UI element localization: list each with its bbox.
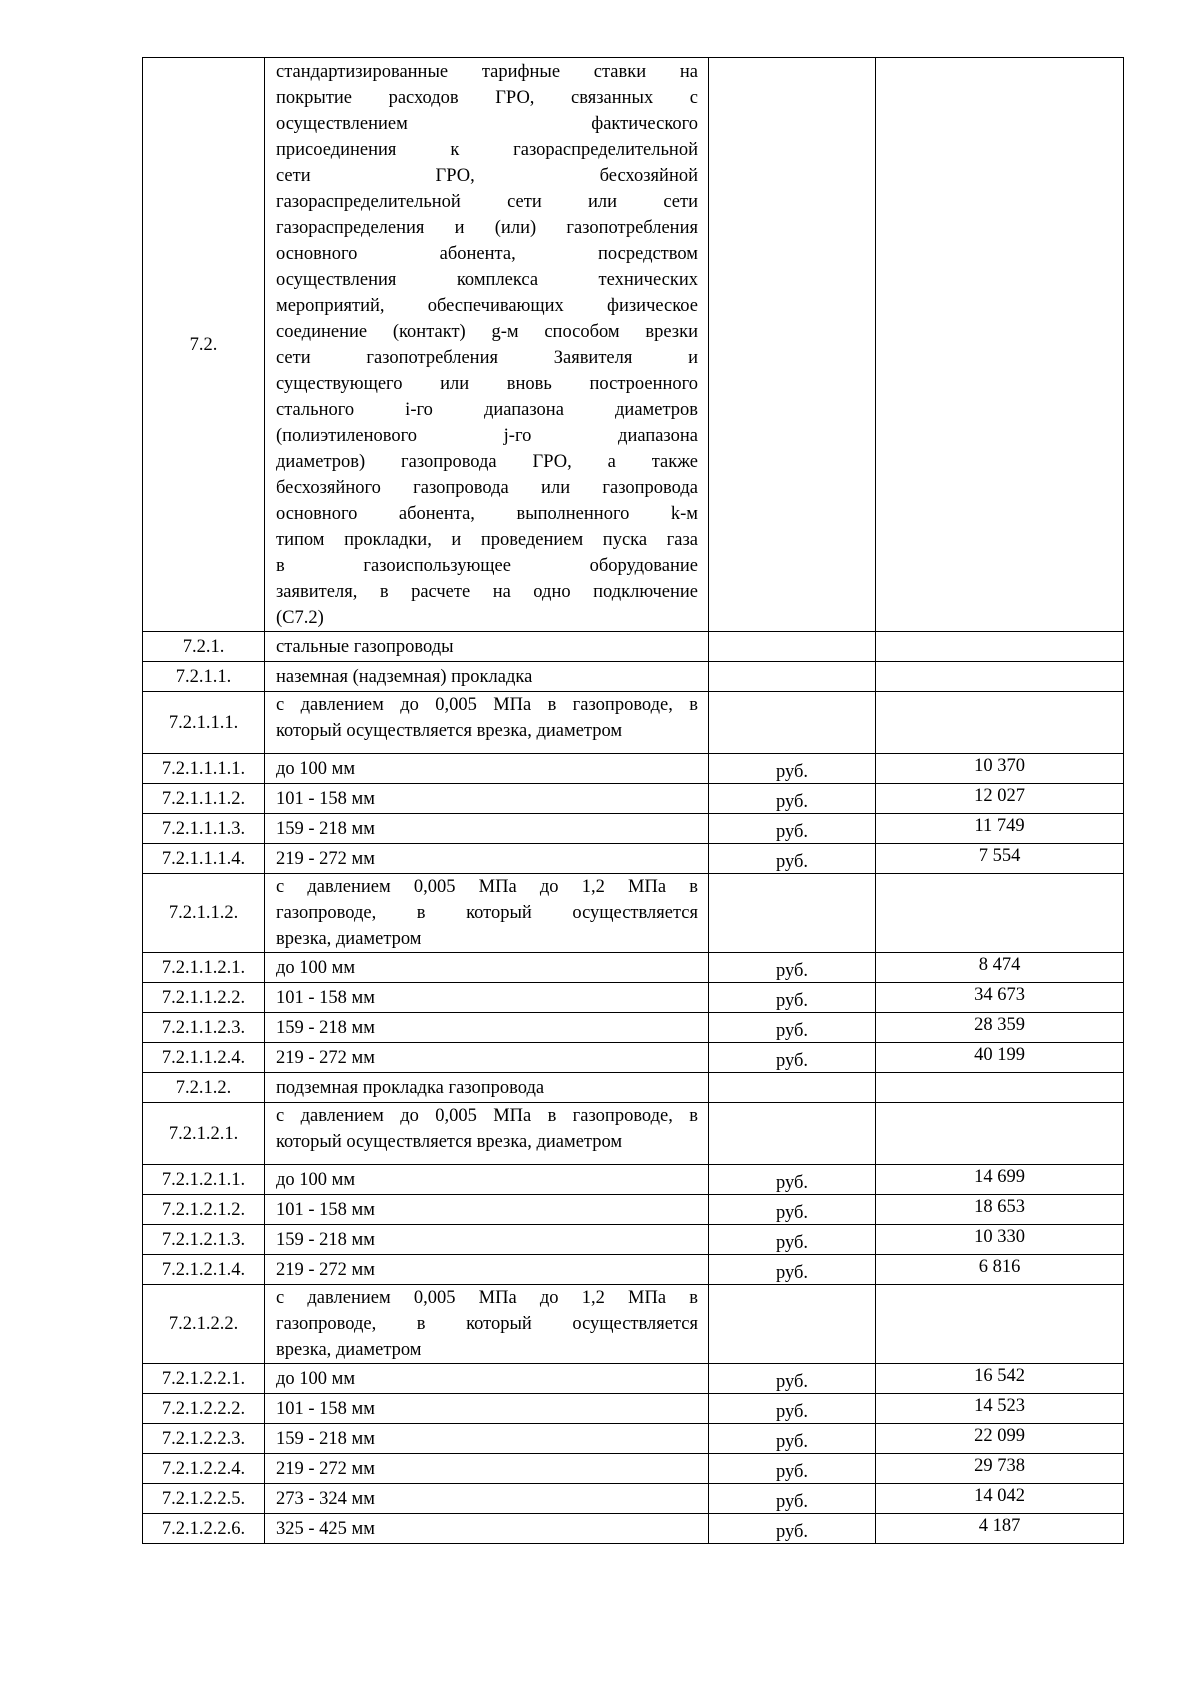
description-line: врезка, диаметром bbox=[276, 929, 422, 949]
description-line: 159 - 218 мм bbox=[276, 818, 375, 839]
row-value: 29 738 bbox=[876, 1454, 1124, 1484]
table-row bbox=[143, 1514, 1124, 1544]
row-number: 7.2.1.1.1.4. bbox=[143, 844, 265, 874]
row-number: 7.2.1.2.2.6. bbox=[143, 1514, 265, 1544]
description-line: 219 - 272 мм bbox=[276, 848, 375, 869]
row-number: 7.2.1.2.1.1. bbox=[143, 1165, 265, 1195]
description-line: стального i-го диапазона диаметров bbox=[276, 400, 698, 420]
table-row bbox=[143, 1225, 1124, 1255]
description-line: мероприятий, обеспечивающих физическое bbox=[276, 296, 698, 316]
table-row bbox=[143, 692, 1124, 754]
row-description bbox=[265, 1454, 709, 1484]
row-number: 7.2.1.2.2.5. bbox=[143, 1484, 265, 1514]
row-value: 14 699 bbox=[876, 1165, 1124, 1195]
description-line: диаметров) газопровода ГРО, а также bbox=[276, 452, 698, 472]
description-line: 159 - 218 мм bbox=[276, 1428, 375, 1449]
row-description bbox=[265, 1514, 709, 1544]
row-description bbox=[265, 1165, 709, 1195]
row-value: 14 042 bbox=[876, 1484, 1124, 1514]
row-unit: руб. bbox=[709, 1394, 876, 1424]
description-line: основного абонента, выполненного k-м bbox=[276, 504, 698, 524]
row-unit: руб. bbox=[709, 1165, 876, 1195]
description-line: 101 - 158 мм bbox=[276, 788, 375, 809]
row-value: 12 027 bbox=[876, 784, 1124, 814]
table-row bbox=[143, 1484, 1124, 1514]
description-line: с давлением до 0,005 МПа в газопроводе, в bbox=[276, 1106, 698, 1126]
description-line: стандартизированные тарифные ставки на bbox=[276, 62, 698, 82]
description-line: (полиэтиленового j-го диапазона bbox=[276, 426, 698, 446]
row-description bbox=[265, 58, 709, 632]
row-value: 6 816 bbox=[876, 1255, 1124, 1285]
row-value bbox=[876, 692, 1124, 754]
description-line: соединение (контакт) g-м способом врезки bbox=[276, 322, 698, 342]
row-number: 7.2. bbox=[143, 58, 265, 632]
table-row bbox=[143, 1043, 1124, 1073]
description-line: осуществления комплекса технических bbox=[276, 270, 698, 290]
description-line: с давлением 0,005 МПа до 1,2 МПа в bbox=[276, 877, 698, 897]
description-line: газопроводе, в который осуществляется bbox=[276, 903, 698, 923]
row-value: 8 474 bbox=[876, 953, 1124, 983]
table-row bbox=[143, 1103, 1124, 1165]
row-unit bbox=[709, 58, 876, 632]
row-number: 7.2.1.1. bbox=[143, 662, 265, 692]
description-line: газопроводе, в который осуществляется bbox=[276, 1314, 698, 1334]
table-row bbox=[143, 784, 1124, 814]
row-description bbox=[265, 1255, 709, 1285]
row-unit: руб. bbox=[709, 784, 876, 814]
description-line: 101 - 158 мм bbox=[276, 987, 375, 1008]
row-unit bbox=[709, 632, 876, 662]
description-line: существующего или вновь построенного bbox=[276, 374, 698, 394]
table-row bbox=[143, 874, 1124, 953]
row-description bbox=[265, 1484, 709, 1514]
description-line: осуществлением фактического bbox=[276, 114, 698, 134]
table-row bbox=[143, 662, 1124, 692]
table-row bbox=[143, 1073, 1124, 1103]
table-row bbox=[143, 1195, 1124, 1225]
row-number: 7.2.1.1.2.1. bbox=[143, 953, 265, 983]
table-row bbox=[143, 1454, 1124, 1484]
description-line: присоединения к газораспределительной bbox=[276, 140, 698, 160]
table-row bbox=[143, 1424, 1124, 1454]
description-line: 159 - 218 мм bbox=[276, 1017, 375, 1038]
row-unit: руб. bbox=[709, 1195, 876, 1225]
description-line: до 100 мм bbox=[276, 1169, 356, 1190]
row-value: 10 370 bbox=[876, 754, 1124, 784]
row-description bbox=[265, 1043, 709, 1073]
row-number: 7.2.1.2.1.4. bbox=[143, 1255, 265, 1285]
table-row bbox=[143, 1394, 1124, 1424]
row-description bbox=[265, 632, 709, 662]
row-unit: руб. bbox=[709, 953, 876, 983]
row-description bbox=[265, 692, 709, 754]
description-line: основного абонента, посредством bbox=[276, 244, 698, 264]
row-description bbox=[265, 953, 709, 983]
row-description bbox=[265, 1285, 709, 1364]
row-description bbox=[265, 1225, 709, 1255]
table-row bbox=[143, 953, 1124, 983]
row-unit bbox=[709, 1073, 876, 1103]
description-line: подземная прокладка газопровода bbox=[276, 1077, 545, 1098]
table-row bbox=[143, 1013, 1124, 1043]
row-unit: руб. bbox=[709, 983, 876, 1013]
row-description bbox=[265, 662, 709, 692]
description-line: 325 - 425 мм bbox=[276, 1518, 375, 1539]
row-description bbox=[265, 844, 709, 874]
row-number: 7.2.1.2.2.1. bbox=[143, 1364, 265, 1394]
description-line: сети газопотребления Заявителя и bbox=[276, 348, 698, 368]
row-unit: руб. bbox=[709, 814, 876, 844]
table-row bbox=[143, 1364, 1124, 1394]
description-line: покрытие расходов ГРО, связанных с bbox=[276, 88, 698, 108]
description-line: 273 - 324 мм bbox=[276, 1488, 375, 1509]
row-number: 7.2.1.2.2.3. bbox=[143, 1424, 265, 1454]
row-unit: руб. bbox=[709, 1454, 876, 1484]
row-description bbox=[265, 1424, 709, 1454]
row-description bbox=[265, 814, 709, 844]
row-number: 7.2.1.2.1. bbox=[143, 1103, 265, 1165]
row-number: 7.2.1.2.2.2. bbox=[143, 1394, 265, 1424]
description-line: с давлением до 0,005 МПа в газопроводе, в bbox=[276, 695, 698, 715]
row-unit: руб. bbox=[709, 1484, 876, 1514]
description-line: до 100 мм bbox=[276, 957, 356, 978]
row-unit bbox=[709, 662, 876, 692]
row-unit: руб. bbox=[709, 1255, 876, 1285]
row-value: 7 554 bbox=[876, 844, 1124, 874]
description-line: 159 - 218 мм bbox=[276, 1229, 375, 1250]
row-unit: руб. bbox=[709, 1225, 876, 1255]
row-number: 7.2.1.2.2.4. bbox=[143, 1454, 265, 1484]
description-line: врезка, диаметром bbox=[276, 1340, 422, 1360]
row-description bbox=[265, 874, 709, 953]
row-unit bbox=[709, 874, 876, 953]
tariff-table-body bbox=[143, 58, 1124, 1544]
row-value bbox=[876, 58, 1124, 632]
row-value bbox=[876, 632, 1124, 662]
table-row bbox=[143, 844, 1124, 874]
description-line: 101 - 158 мм bbox=[276, 1199, 375, 1220]
row-description bbox=[265, 1364, 709, 1394]
row-value: 4 187 bbox=[876, 1514, 1124, 1544]
table-row-7-2 bbox=[143, 58, 1124, 632]
row-unit bbox=[709, 692, 876, 754]
row-value: 28 359 bbox=[876, 1013, 1124, 1043]
row-value: 14 523 bbox=[876, 1394, 1124, 1424]
row-unit: руб. bbox=[709, 1364, 876, 1394]
row-number: 7.2.1.1.2. bbox=[143, 874, 265, 953]
row-unit: руб. bbox=[709, 1514, 876, 1544]
row-unit bbox=[709, 1103, 876, 1165]
row-number: 7.2.1.2.1.2. bbox=[143, 1195, 265, 1225]
row-number: 7.2.1.1.2.2. bbox=[143, 983, 265, 1013]
description-line: (С7.2) bbox=[276, 608, 324, 628]
row-number: 7.2.1.2.1.3. bbox=[143, 1225, 265, 1255]
description-line: газораспределительной сети или сети bbox=[276, 192, 698, 212]
row-value bbox=[876, 1285, 1124, 1364]
table-row bbox=[143, 1165, 1124, 1195]
row-description bbox=[265, 1103, 709, 1165]
row-description bbox=[265, 1073, 709, 1103]
description-line: 101 - 158 мм bbox=[276, 1398, 375, 1419]
row-description bbox=[265, 1013, 709, 1043]
table-row bbox=[143, 814, 1124, 844]
row-number: 7.2.1.2. bbox=[143, 1073, 265, 1103]
row-number: 7.2.1.1.2.4. bbox=[143, 1043, 265, 1073]
description-line: стальные газопроводы bbox=[276, 636, 454, 657]
tariff-table bbox=[142, 57, 1124, 1544]
table-row bbox=[143, 632, 1124, 662]
description-line: который осуществляется врезка, диаметром bbox=[276, 1132, 623, 1152]
row-number: 7.2.1.1.1.3. bbox=[143, 814, 265, 844]
description-line: наземная (надземная) прокладка bbox=[276, 666, 533, 687]
row-unit: руб. bbox=[709, 844, 876, 874]
row-value: 11 749 bbox=[876, 814, 1124, 844]
row-description bbox=[265, 1394, 709, 1424]
row-number: 7.2.1.1.2.3. bbox=[143, 1013, 265, 1043]
row-value: 34 673 bbox=[876, 983, 1124, 1013]
description-line: газораспределения и (или) газопотребления bbox=[276, 218, 698, 238]
description-line: бесхозяйного газопровода или газопровода bbox=[276, 478, 698, 498]
table-row bbox=[143, 1255, 1124, 1285]
row-unit: руб. bbox=[709, 754, 876, 784]
row-number: 7.2.1.1.1. bbox=[143, 692, 265, 754]
row-number: 7.2.1.2.2. bbox=[143, 1285, 265, 1364]
row-unit: руб. bbox=[709, 1013, 876, 1043]
row-description bbox=[265, 784, 709, 814]
row-number: 7.2.1. bbox=[143, 632, 265, 662]
description-line: сети ГРО, бесхозяйной bbox=[276, 166, 698, 186]
row-description bbox=[265, 1195, 709, 1225]
row-value: 22 099 bbox=[876, 1424, 1124, 1454]
table-row bbox=[143, 1285, 1124, 1364]
row-value bbox=[876, 1073, 1124, 1103]
row-value: 18 653 bbox=[876, 1195, 1124, 1225]
row-value bbox=[876, 1103, 1124, 1165]
description-line: с давлением 0,005 МПа до 1,2 МПа в bbox=[276, 1288, 698, 1308]
row-value: 16 542 bbox=[876, 1364, 1124, 1394]
description-line: до 100 мм bbox=[276, 758, 356, 779]
description-line: заявителя, в расчете на одно подключение bbox=[276, 582, 698, 602]
description-line: до 100 мм bbox=[276, 1368, 356, 1389]
row-value: 40 199 bbox=[876, 1043, 1124, 1073]
description-line: 219 - 272 мм bbox=[276, 1259, 375, 1280]
row-unit bbox=[709, 1285, 876, 1364]
table-row bbox=[143, 754, 1124, 784]
description-line: типом прокладки, и проведением пуска газа bbox=[276, 530, 698, 550]
description-line: 219 - 272 мм bbox=[276, 1047, 375, 1068]
row-description bbox=[265, 754, 709, 784]
row-unit: руб. bbox=[709, 1043, 876, 1073]
row-value bbox=[876, 662, 1124, 692]
table-row bbox=[143, 983, 1124, 1013]
row-value: 10 330 bbox=[876, 1225, 1124, 1255]
description-line: который осуществляется врезка, диаметром bbox=[276, 721, 623, 741]
row-description bbox=[265, 983, 709, 1013]
row-number: 7.2.1.1.1.2. bbox=[143, 784, 265, 814]
row-value bbox=[876, 874, 1124, 953]
row-number: 7.2.1.1.1.1. bbox=[143, 754, 265, 784]
row-unit: руб. bbox=[709, 1424, 876, 1454]
description-line: 219 - 272 мм bbox=[276, 1458, 375, 1479]
description-line: в газоиспользующее оборудование bbox=[276, 556, 698, 576]
